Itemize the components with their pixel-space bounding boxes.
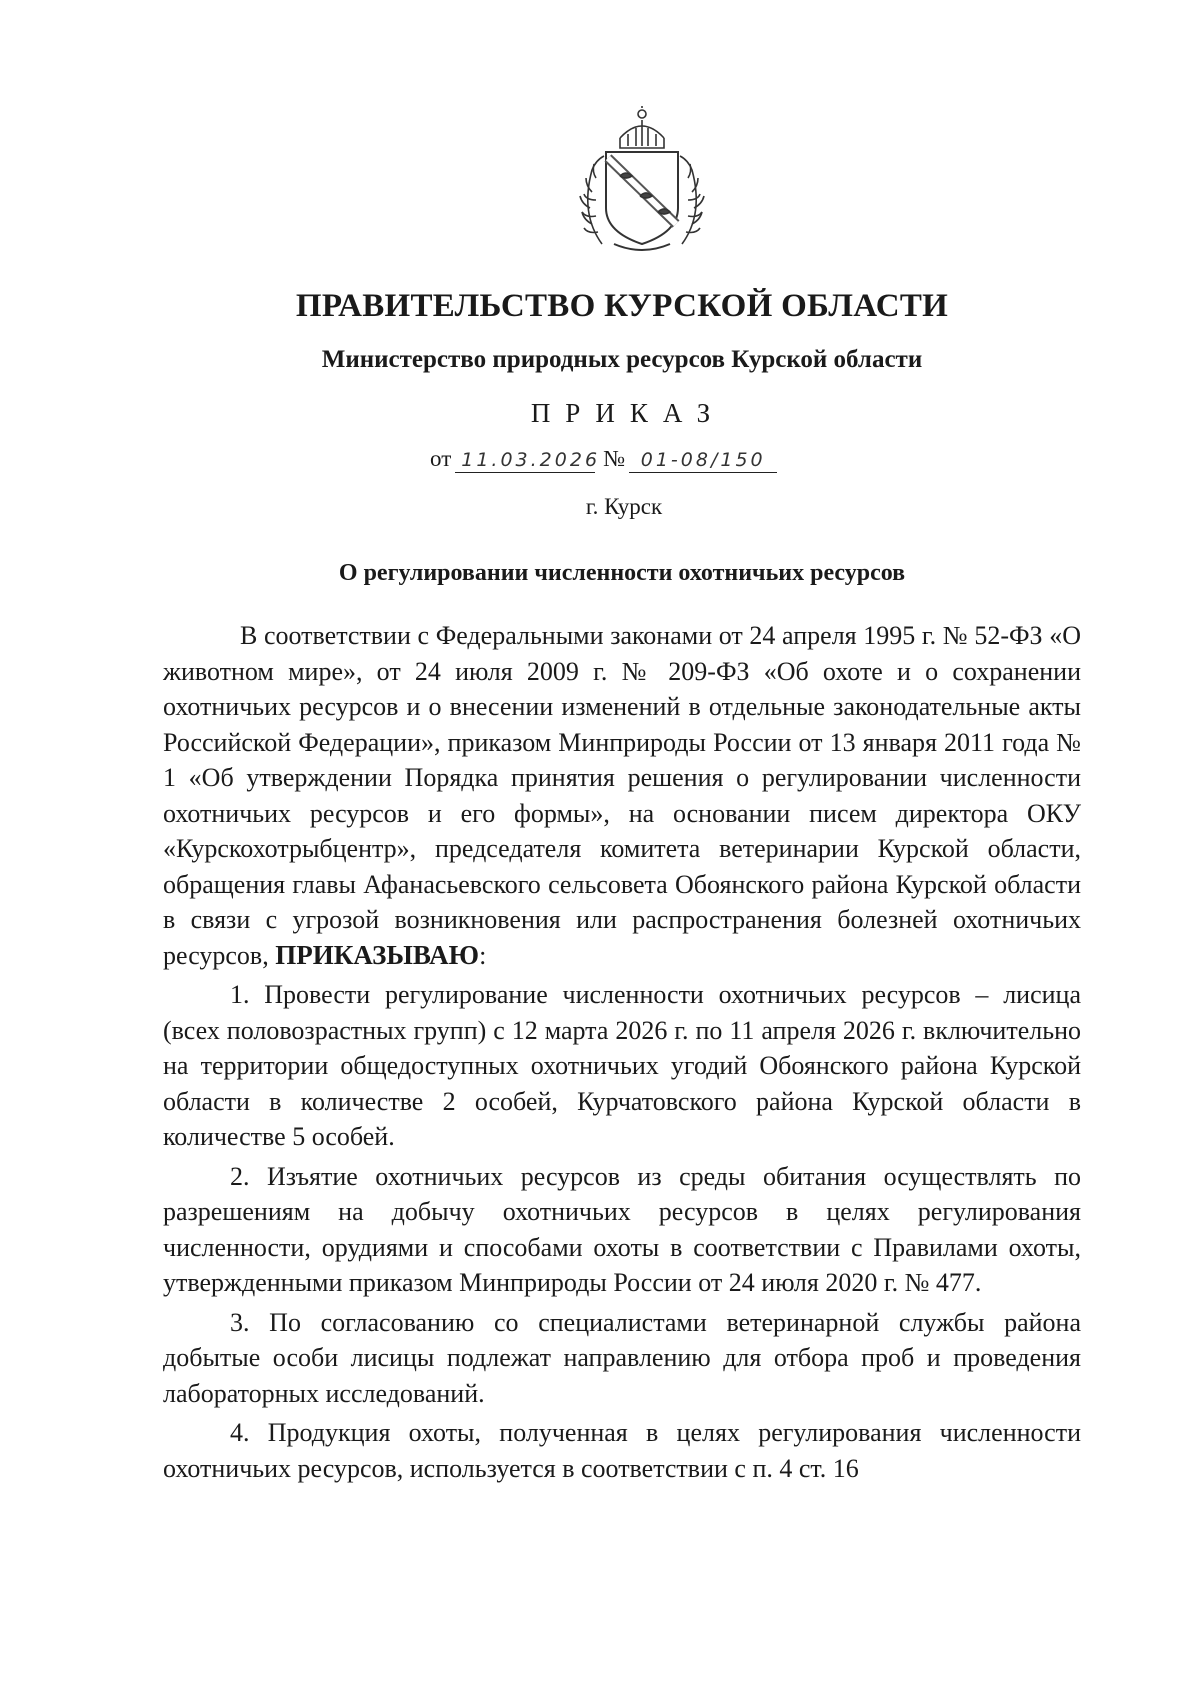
order-subject: О регулировании численности охотничьих ресурсов [338, 560, 906, 586]
kursk-coat-of-arms-icon [562, 104, 722, 256]
order-date: 11.03.2026 [455, 449, 595, 473]
order-number: 01-08/150 [629, 449, 777, 473]
command-word: ПРИКАЗЫВАЮ [275, 939, 480, 970]
command-suffix: : [479, 940, 487, 970]
city: г. Курск [585, 494, 663, 519]
order-item-2: 2. Изъятие охотничьих ресурсов из среды обитания осуществлять по разрешениям на добычу охотничьих ресурсов в целях регулирования численности, орудиями и способами охоты в соответствии с Правилами охоты, утвержденными приказом Минприроды России от 24 июля 2020 г. № 477. [163, 1161, 1081, 1297]
order-item-1: 1. Провести регулирование численности охотничьих ресурсов – лисица (всех половозрастных групп) с 12 марта 2026 г. по 11 апреля 2026 г. включительно на территории общедоступных охотничьих угодий Обоянского района Курской области в количестве 2 особей, Курчатовского района Курской области в количестве 5 особей. [163, 980, 1081, 1151]
order-body [163, 618, 1081, 1486]
preamble-paragraph [163, 618, 1081, 973]
order-item-4: 4. Продукция охоты, полученная в целях регулирования численности охотничьих ресурсов, используется в соответствии с п. 4 ст. 16 [163, 1418, 1081, 1483]
document-type: ПРИКАЗ [530, 398, 726, 428]
ministry-title: Министерство природных ресурсов Курской области [321, 346, 923, 373]
preamble-text: В соответствии с Федеральными законами от 24 апреля 1995 г. № 52-ФЗ «О животном мире», от 24 июля 2009 г. № 209-ФЗ «Об охоте и о сохранении охотничьих ресурсов и о внесении изменений в отдельные законодательные акты Российской Федерации», приказом Минприроды России от 13 января 2011 года № 1 «Об утверждении Порядка принятия решения о регулировании численности охотничьих ресурсов и его формы», на основании писем директора ОКУ «Курскохотрыбцентр», председателя комитета ветеринарии Курской области, обращения главы Афанасьевского сельсовета Обоянского района Курской области в связи с угрозой возникновения или распространения болезней охотничьих ресурсов, [163, 621, 1081, 970]
number-prefix: № [603, 446, 626, 471]
date-prefix: от [430, 446, 452, 471]
order-item-3: 3. По согласованию со специалистами ветеринарной службы района добытые особи лисицы подлежат направлению для отбора проб и проведения лабораторных исследований. [163, 1307, 1081, 1408]
government-title: ПРАВИТЕЛЬСТВО КУРСКОЙ ОБЛАСТИ [295, 288, 949, 324]
order-date-number [430, 446, 777, 473]
